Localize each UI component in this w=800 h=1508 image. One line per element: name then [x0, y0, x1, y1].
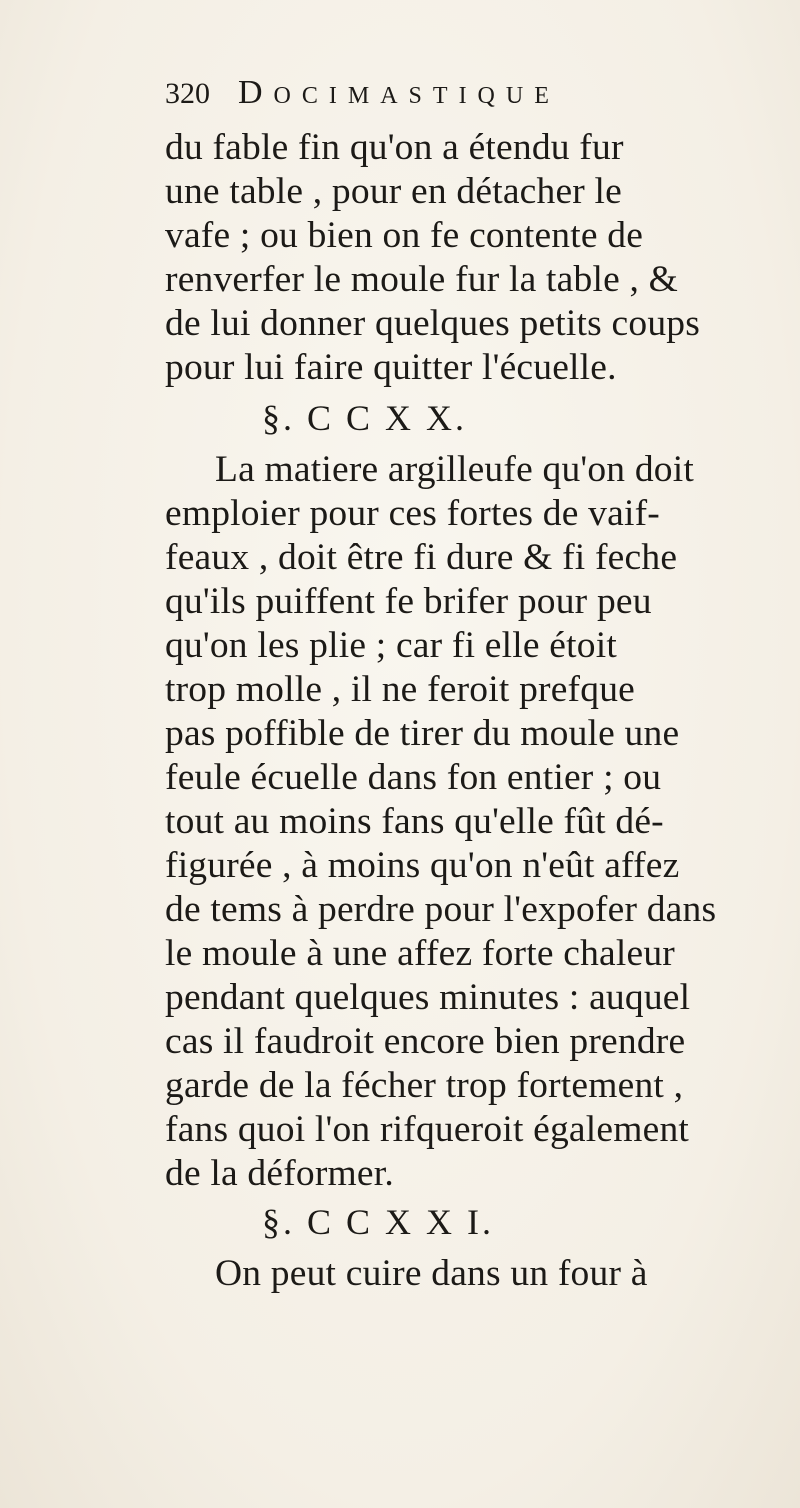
text-line: fans quoi l'on rifqueroit également [165, 1109, 690, 1150]
text-line: de lui donner quelques petits coups [165, 303, 701, 344]
text-line: emploier pour ces fortes de vaif- [165, 493, 660, 534]
page-number: 320 [165, 77, 210, 110]
text-line: pour lui faire quitter l'écuelle. [165, 347, 617, 388]
text-line: pendant quelques minutes : auquel [165, 977, 691, 1018]
section-heading: §. C C X X. [262, 398, 468, 438]
text-line: pas poffible de tirer du moule une [165, 713, 680, 754]
text-line: On peut cuire dans un four à [215, 1253, 648, 1294]
text-line: garde de la fécher trop fortement , [165, 1065, 684, 1106]
text-line: de tems à perdre pour l'expofer dans [165, 889, 717, 930]
text-line: de la déformer. [165, 1153, 394, 1194]
text-line: figurée , à moins qu'on n'eût affez [165, 845, 680, 886]
text-line: tout au moins fans qu'elle fût dé- [165, 801, 664, 842]
section-heading: §. C C X X I. [262, 1202, 495, 1242]
text-line: qu'ils puiffent fe brifer pour peu [165, 581, 652, 622]
text-line: vafe ; ou bien on fe contente de [165, 215, 644, 256]
text-line: une table , pour en détacher le [165, 171, 623, 212]
page-header [165, 74, 560, 120]
text-line: le moule à une affez forte chaleur [165, 933, 675, 974]
text-line: qu'on les plie ; car fi elle étoit [165, 625, 617, 666]
text-line: La matiere argilleufe qu'on doit [215, 449, 694, 490]
running-title: Docimastique [238, 74, 560, 111]
text-line: cas il faudroit encore bien prendre [165, 1021, 686, 1062]
text-line: feaux , doit être fi dure & fi feche [165, 537, 678, 578]
text-line: trop molle , il ne feroit prefque [165, 669, 635, 710]
text-line: renverfer le moule fur la table , & [165, 259, 679, 300]
text-line: du fable fin qu'on a étendu fur [165, 127, 624, 168]
text-line: feule écuelle dans fon entier ; ou [165, 757, 662, 798]
